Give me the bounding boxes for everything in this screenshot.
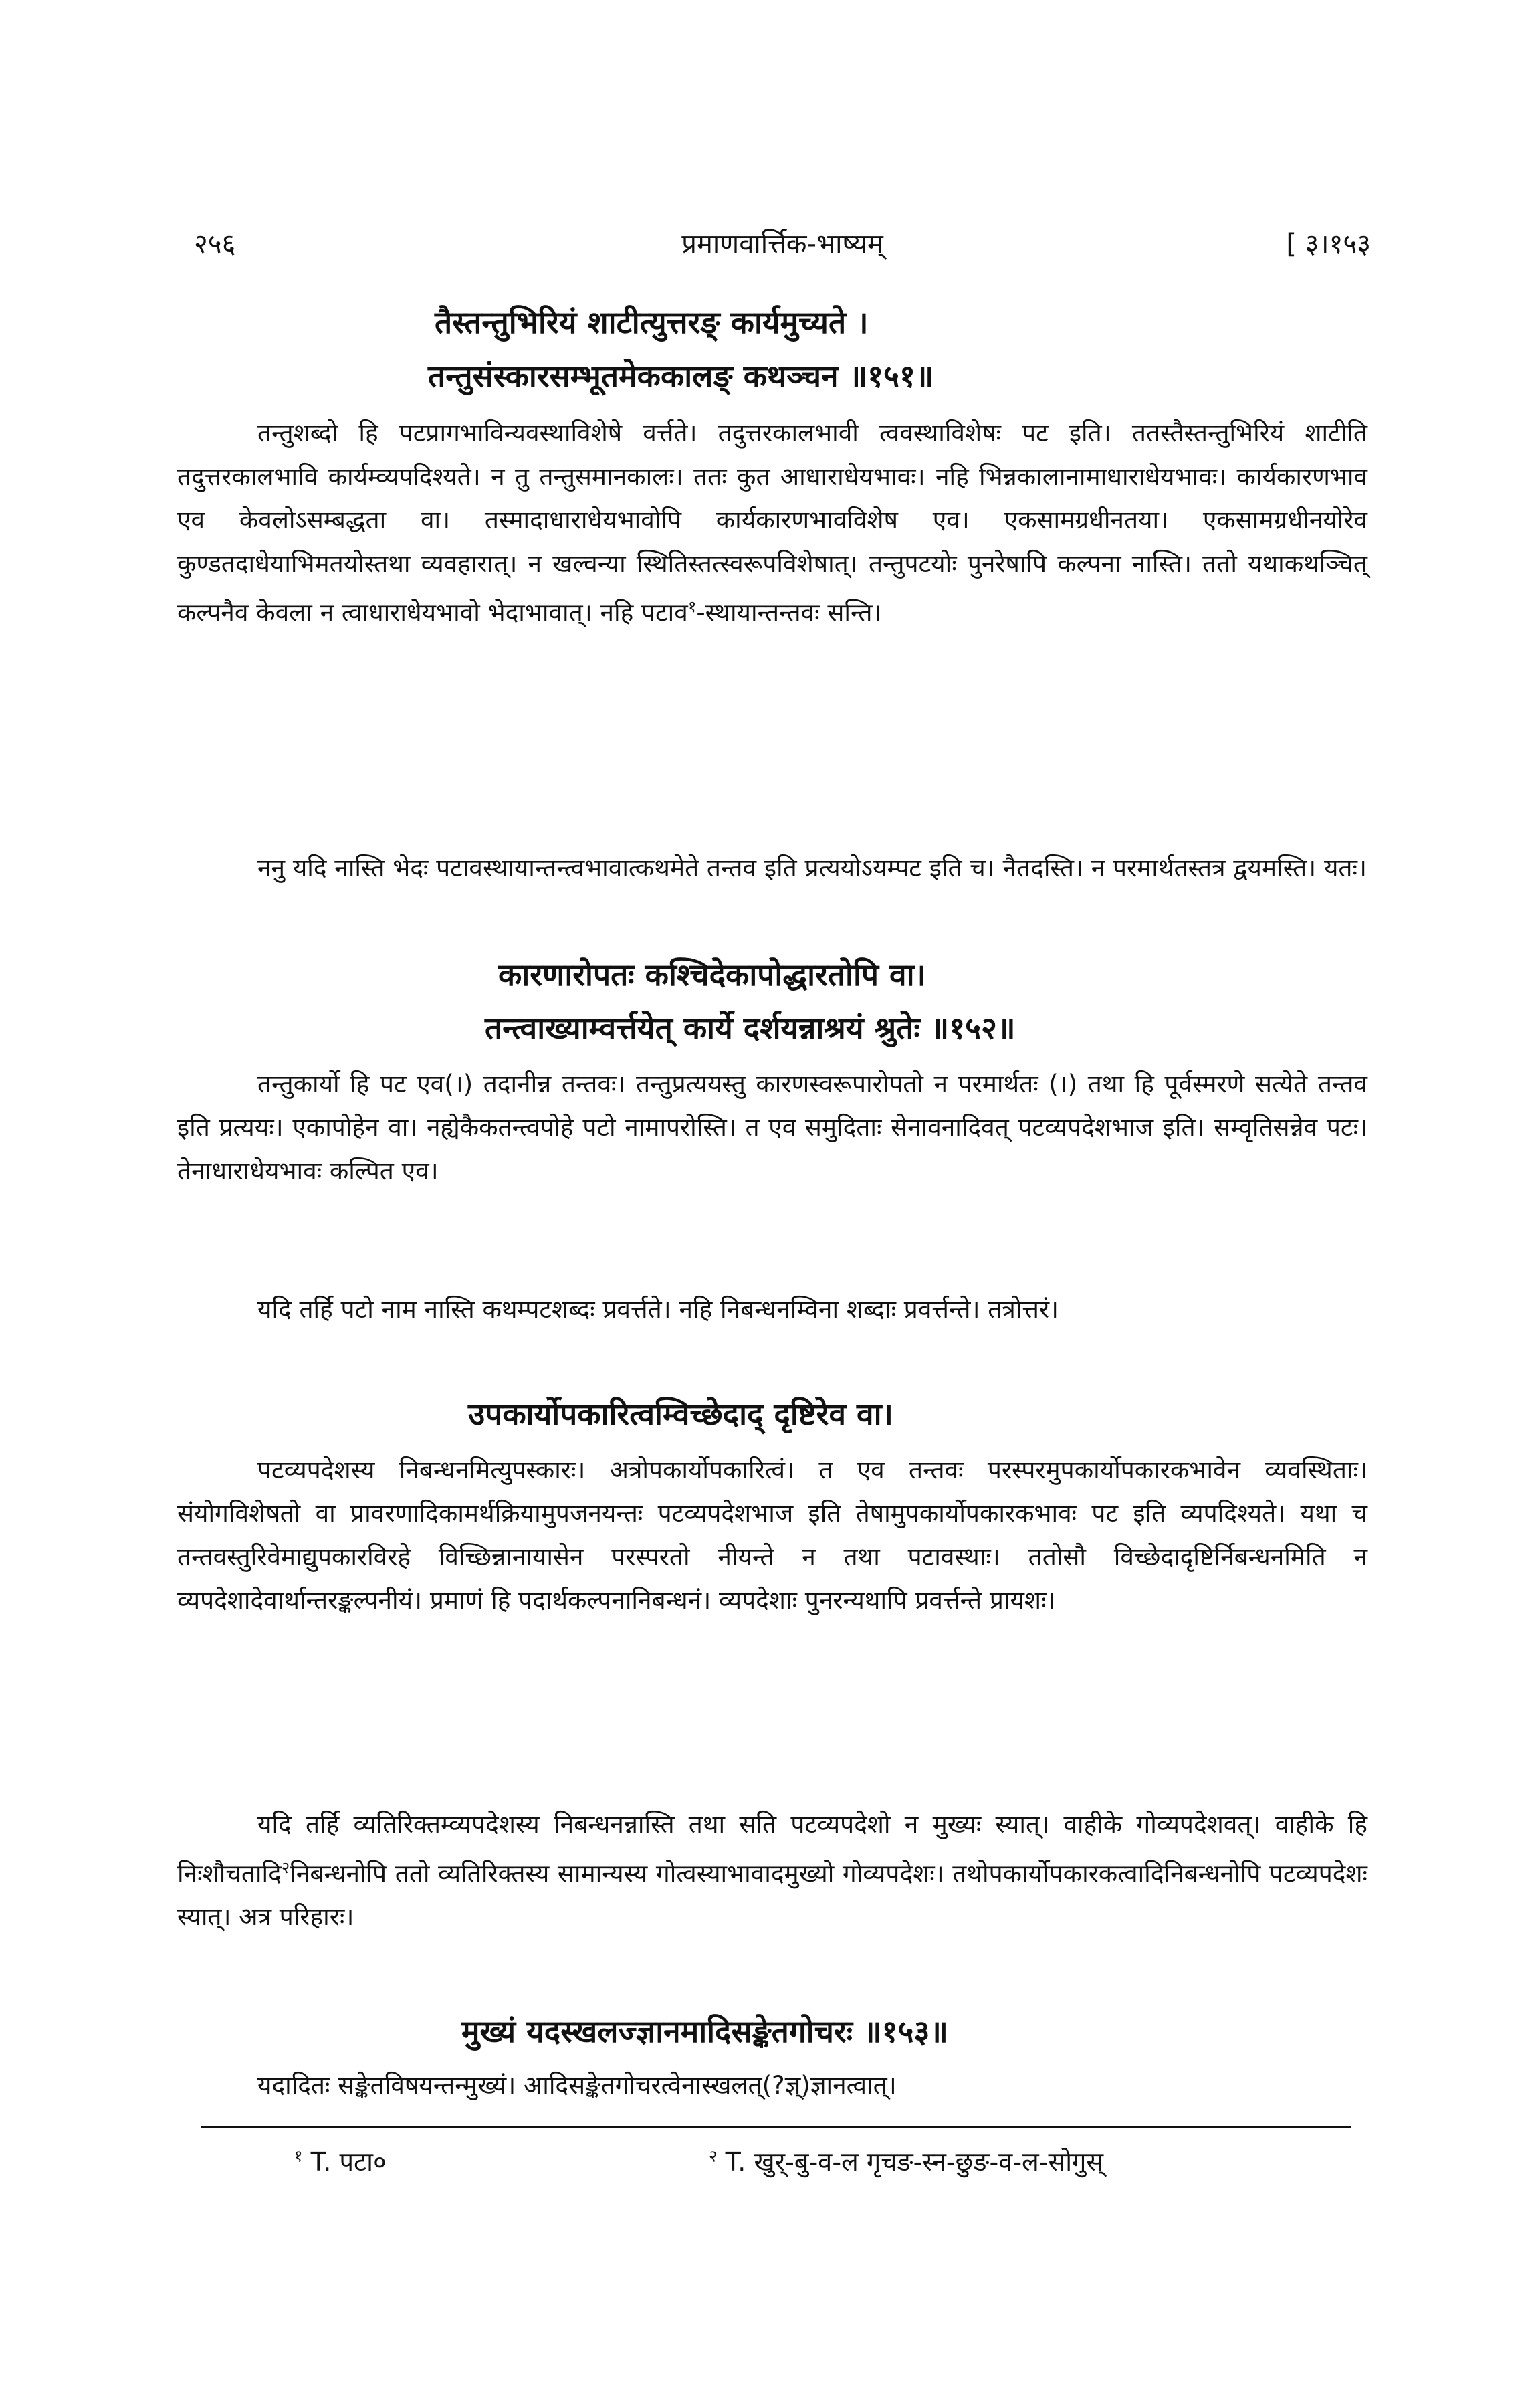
commentary-paragraph-4: यदि तर्हि पटो नाम नास्ति कथम्पटशब्दः प्रवर्त्तते। नहि निबन्धनम्विना शब्दाः प्रवर्त्तन्ते। तत्रोत्तरं। (257, 1295, 1059, 1324)
running-title: प्रमाणवार्त्तिक-भाष्यम् (681, 229, 883, 260)
footnote-2-mark: २ (709, 2146, 718, 2166)
footnote-ref-1: १ (687, 597, 697, 616)
section-reference: [ ३।१५३ (1286, 229, 1371, 260)
commentary-paragraph-1 (177, 411, 1367, 634)
verse-151-line-2: तन्तुसंस्कारसम्भूतमेककालङ् कथञ्चन ॥१५१॥ (428, 358, 934, 394)
footnote-1-mark: १ (294, 2146, 303, 2166)
verse-153: मुख्यं यदस्खलज्ज्ञानमादिसङ्केतगोचरः ॥१५३॥ (461, 2013, 948, 2049)
verse-152-line-1: कारणारोपतः कश्चिदेकापोद्धारतोपि वा। (498, 957, 926, 993)
footnote-1 (294, 2144, 387, 2179)
commentary-paragraph-6 (177, 1803, 1367, 1938)
page-header (194, 224, 1371, 271)
footnote-divider (201, 2126, 1351, 2128)
paragraph-1-end: -स्थायान्तन्तवः सन्ति। (696, 598, 882, 627)
commentary-paragraph-7: यदादितः सङ्केतविषयन्तन्मुख्यं। आदिसङ्केतगोचरत्वेनास्खलत्(?ज्ञ्)ज्ञानत्वात्। (257, 2071, 897, 2100)
footnote-2 (709, 2144, 1103, 2179)
verse-line-3: उपकार्योपकारित्वम्विच्छेदाद् दृष्टिरेव वा। (468, 1396, 893, 1432)
verse-151-line-1: तैस्तन्तुभिरियं शाटीत्युत्तरङ् कार्यमुच्यते । (435, 304, 869, 340)
commentary-paragraph-3: तन्तुकार्यो हि पट एव(।) तदानीन्न तन्तवः। तन्तुप्रत्ययस्तु कारणस्वरूपारोपतो न परमार्थतः (।) तथा हि पूर्वस्मरणे सत्येते तन्तव इति प्रत्ययः। एकापोहेन वा। नह्येकैकतन्त्वपोहे पटो नामापरोस्ति। त एव समुदिताः सेनावनादिवत् पटव्यपदेशभाज इति। सम्वृतिसन्नेव पटः। तेनाधाराधेयभावः कल्पित एव। (177, 1070, 1367, 1185)
commentary-paragraph-5: पटव्यपदेशस्य निबन्धनमित्युपस्कारः। अत्रोपकार्योपकारित्वं। त एव तन्तवः परस्परमुपकार्योपकारकभावेन व्यवस्थिताः। संयोगविशेषतो वा प्रावरणादिकामर्थक्रियामुपजनयन्तः पटव्यपदेशभाज इति तेषामुपकार्योपकारकभावः पट इति व्यपदिश्यते। यथा च तन्तवस्तुरिवेमाद्युपकारविरहे विच्छिन्नानायासेन परस्परतो नीयन्ते न तथा पटावस्थाः। ततोसौ विच्छेदादृष्टिर्निबन्धनमिति न व्यपदेशादेवार्थान्तरङ्कल्पनीयं। प्रमाणं हि पदार्थकल्पनानिबन्धनं। व्यपदेशाः पुनरन्यथापि प्रवर्त्तन्ते प्रायशः। (177, 1456, 1367, 1615)
page-number: २५६ (194, 229, 236, 260)
verse-152-line-2: तन्त्वाख्याम्वर्त्तयेत् कार्ये दर्शयन्नाश्रयं श्रुतेः ॥१५२॥ (485, 1010, 1016, 1046)
paragraph-6-text-b: निबन्धनोपि ततो व्यतिरिक्तस्य सामान्यस्य गोत्वस्याभावादमुख्यो गोव्यपदेशः। तथोपकार्योपकारकत्वादिनिबन्धनोपि पटव्यपदेशः स्यात्। अत्र परिहारः। (177, 1859, 1367, 1932)
paragraph-6-text-a: यदि तर्हि व्यतिरिक्तम्व्यपदेशस्य निबन्धनन्नास्ति तथा सति पटव्यपदेशो न मुख्यः स्यात्। वाहीके गोव्यपदेशवत्। वाहीके हि निःशौचतादि (177, 1810, 1367, 1888)
footnote-1-text: T. पटा० (310, 2147, 387, 2177)
footnote-ref-2: २ (281, 1858, 290, 1877)
paragraph-1-text: तन्तुशब्दो हि पटप्रागभाविन्यवस्थाविशेषे वर्त्तते। तदुत्तरकालभावी त्ववस्थाविशेषः पट इति। ततस्तैस्तन्तुभिरियं शाटीति तदुत्तरकालभावि कार्यम्व्यपदिश्यते। न तु तन्तुसमानकालः। ततः कुत आधाराधेयभावः। नहि भिन्नकालानामाधाराधेयभावः। कार्यकारणभाव एव केवलोऽसम्बद्धता वा। तस्मादाधाराधेयभावोपि कार्यकारणभावविशेष एव। एकसामग्रधीनतया। एकसामग्रधीनयोरेव कुण्डतदाधेयाभिमतयोस्तथा व्यवहारात्। न खल्वन्या स्थितिस्तत्स्वरूपविशेषात्। तन्तुपटयोः पुनरेषापि कल्पना नास्ति। ततो यथाकथञ्चित् कल्पनैव केवला न त्वाधाराधेयभावो भेदाभावात्। नहि पटाव (177, 419, 1367, 627)
commentary-paragraph-2: ननु यदि नास्ति भेदः पटावस्थायान्तन्त्वभावात्कथमेते तन्तव इति प्रत्ययोऽयम्पट इति च। नैतदस्ति। न परमार्थतस्तत्र द्वयमस्ति। यतः। (257, 854, 1367, 882)
footnote-2-text: T. खुर्-बु-व-ल गृचङ-स्न-छुङ-व-ल-सोगुस् (725, 2147, 1104, 2177)
